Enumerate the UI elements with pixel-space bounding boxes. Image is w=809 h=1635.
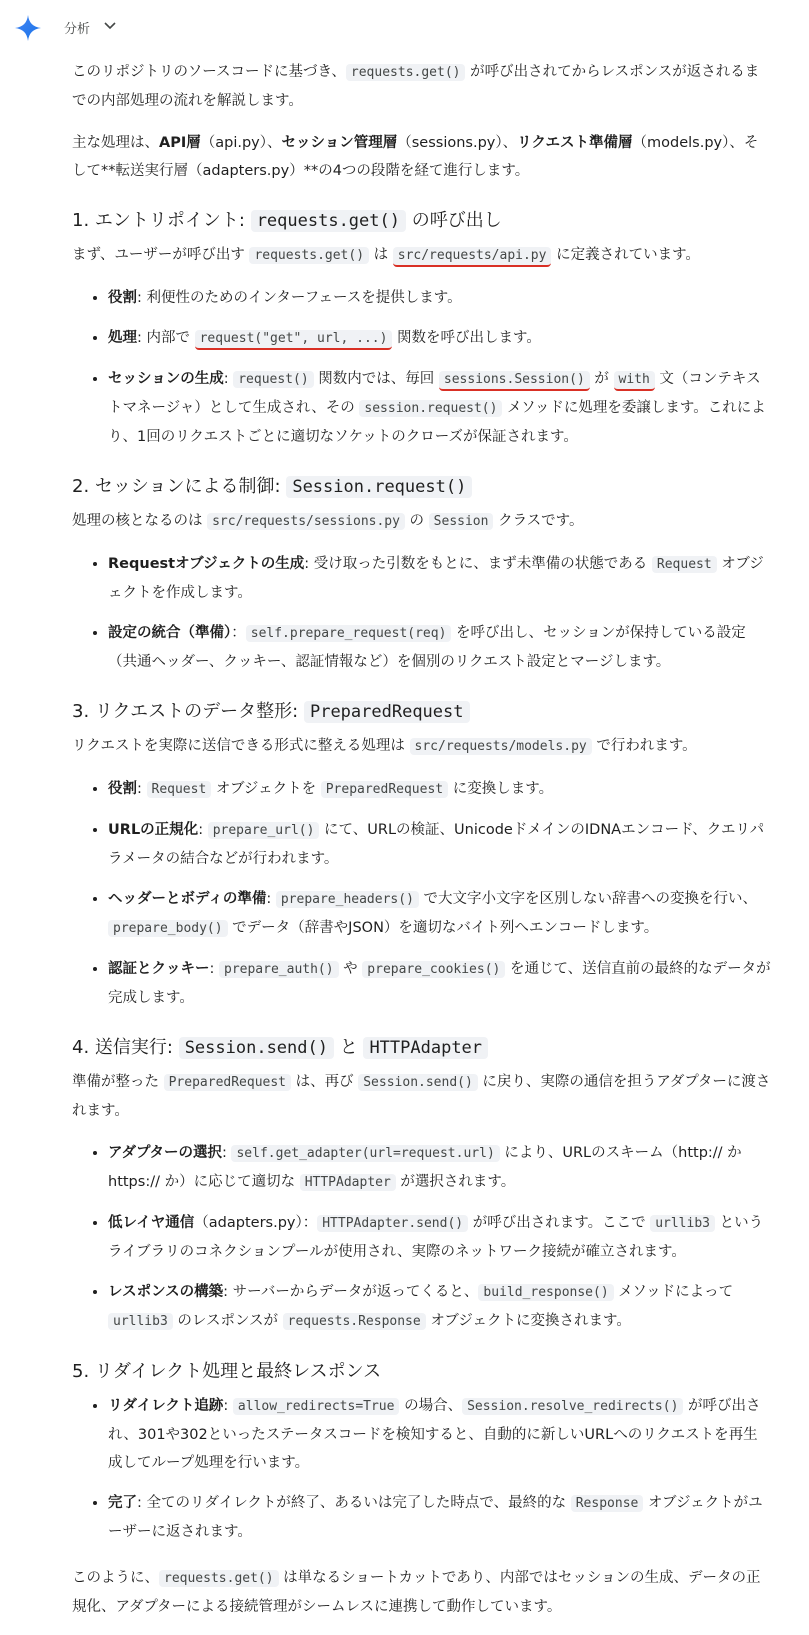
analysis-toggle-label[interactable]: 分析: [64, 22, 91, 37]
list-item: • 役割: 利便性のためのインターフェースを提供します。: [108, 284, 772, 312]
section-2-paragraph: 処理の核となるのは src/requests/sessions.py の Session クラスです。: [72, 513, 584, 529]
section-1-paragraph: まず、ユーザーが呼び出す requests.get() は src/requests/api.py に定義されています。: [72, 241, 772, 270]
list-item: • 認証とクッキー: prepare_auth() や prepare_cookies() を通じて、送信直前の最終的なデータが完成します。: [108, 955, 772, 1012]
section-3-heading: 3. リクエストのデータ整形: PreparedRequest: [72, 698, 772, 726]
section-4-heading: 4. 送信実行: Session.send() と HTTPAdapter: [72, 1034, 772, 1062]
intro-paragraph-1: このリポジトリのソースコードに基づき、 requests.get() が呼び出されてからレスポンスが返されるまでの内部処理の流れを解説します。: [72, 64, 760, 109]
list-item: • 完了: 全てのリダイレクトが終了、あるいは完了した時点で、最終的な Response オブジェクトがユーザーに返されます。: [108, 1489, 772, 1546]
outro-paragraph: このように、 requests.get() は単なるショートカットであり、内部ではセッションの生成、データの正規化、アダプターによる接続管理がシームレスに連携して動作しています。: [72, 1570, 761, 1615]
section-4-paragraph: 準備が整った PreparedRequest は、再び Session.send() に戻り、実際の通信を担うアダプターに渡されます。: [72, 1074, 771, 1119]
section-2-heading: 2. セッションによる制御: Session.request(): [72, 473, 772, 501]
list-item: • ヘッダーとボディの準備: prepare_headers() で大文字小文字を区別しない辞書への変換を行い、prepare_body() でデータ（辞書やJSON）を適切なバイト列へエンコードします。: [108, 885, 772, 943]
list-item: • レスポンスの構築: サーバーからデータが返ってくると、 build_response() メソッドによって urllib3 のレスポンスが requests.Response オブジェクトに変換されます。: [108, 1278, 772, 1336]
section-1-heading: 1. エントリポイント: requests.get() の呼び出し: [72, 210, 502, 231]
intro-paragraph-2: 主な処理は、API層（api.py）、セッション管理層（sessions.py）、リクエスト準備層（models.py）、そして**転送実行層（adapters.py）**の4つの段階を経て進行します。: [72, 135, 759, 179]
response-header: [0, 0, 809, 56]
list-item: • Requestオブジェクトの生成: 受け取った引数をもとに、まず未準備の状態である Request オブジェクトを作成します。: [108, 550, 772, 607]
list-item: • アダプターの選択: self.get_adapter(url=request.url) により、URLのスキーム（http:// か https:// か）に応じて適切な HTTPAdapter が選択されます。: [108, 1139, 772, 1197]
section-3-paragraph: リクエストを実際に送信できる形式に整える処理は src/requests/models.py で行われます。: [72, 738, 697, 754]
list-item: • セッションの生成: request() 関数内では、毎回 sessions.Session() が with 文（コンテキストマネージャ）として生成され、その session.request() メソッドに処理を委譲します。これにより、1回のリクエストごとに適切なソケットのクローズが保証されます。: [108, 365, 772, 451]
section-5-list: [72, 1392, 772, 1546]
list-item: • 設定の統合（準備）： self.prepare_request(req) を呼び出し、セッションが保持している設定（共通ヘッダー、クッキー、認証情報など）を個別のリクエスト設定とマージします。: [108, 619, 772, 676]
response-body: [72, 58, 772, 1635]
gemini-spark-icon: [14, 14, 42, 42]
chevron-down-icon[interactable]: [104, 22, 116, 30]
section-4-list: [72, 1139, 772, 1336]
list-item: • URLの正規化: prepare_url() にて、URLの検証、UnicodeドメインのIDNAエンコード、クエリパラメータの結合などが行われます。: [108, 816, 772, 873]
section-2-list: [72, 550, 772, 676]
list-item: • 役割: Request オブジェクトを PreparedRequest に変換します。: [108, 775, 772, 804]
list-item: • リダイレクト追跡: allow_redirects=True の場合、 Session.resolve_redirects() が呼び出され、301や302といったステータスコードを検知すると、自動的に新しいURLへのリクエストを再生成してループ処理を行います。: [108, 1392, 772, 1477]
section-5-heading: 5. リダイレクト処理と最終レスポンス: [72, 1361, 382, 1382]
list-item: • 低レイヤ通信（adapters.py）： HTTPAdapter.send() が呼び出されます。ここで urllib3 というライブラリのコネクションプールが使用され、実際のネットワーク接続が確立されます。: [108, 1209, 772, 1266]
section-3-list: [72, 775, 772, 1012]
section-1-list: [72, 284, 772, 451]
list-item: • 処理: 内部で request("get", url, ...) 関数を呼び出します。: [108, 324, 772, 353]
